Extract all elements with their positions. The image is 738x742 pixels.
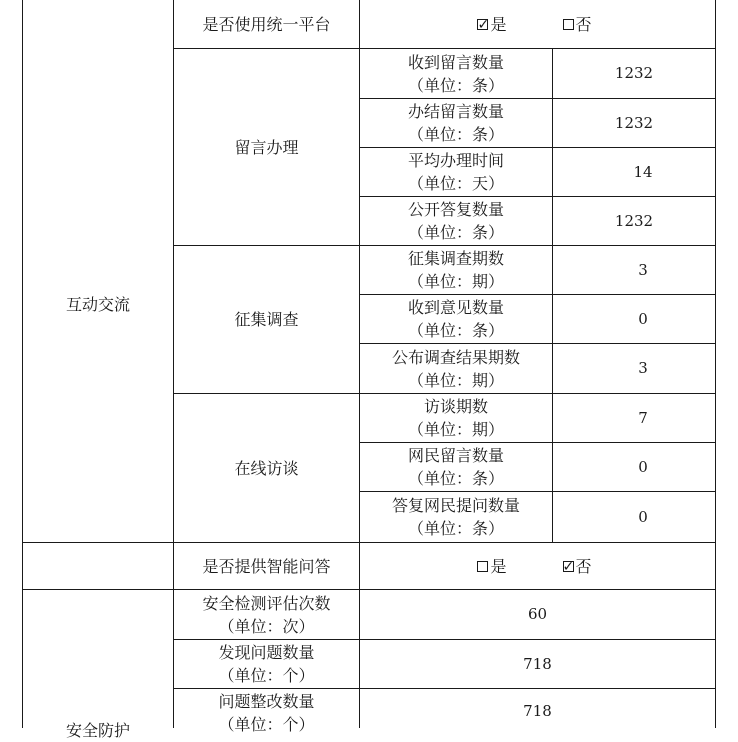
metric-unit: （单位：个） [218, 666, 315, 685]
metric-unit: （单位：个） [218, 715, 315, 734]
metric-name: 收到意见数量 [407, 298, 504, 317]
table-row-name [360, 49, 552, 98]
table-row-name [360, 344, 552, 393]
metric-value: 7 [638, 408, 648, 427]
metric-unit: （单位：条） [407, 223, 504, 242]
metric-name: 安全检测评估次数 [202, 593, 331, 613]
metric-unit: （单位：条） [407, 321, 504, 340]
checked-box-icon [563, 561, 574, 572]
metric-unit: （单位：期） [407, 420, 504, 439]
table-row-name [360, 246, 552, 294]
unified-platform-options [360, 0, 715, 48]
table-row-name [360, 492, 552, 542]
unified-platform-label: 是否使用统一平台 [202, 14, 331, 34]
table-row-name [360, 99, 552, 147]
group-label-interaction: 互动交流 [65, 295, 130, 314]
checked-box-icon [477, 19, 488, 30]
metric-name: 问题整改数量 [218, 692, 315, 711]
metric-unit: （单位：条） [407, 75, 504, 95]
metric-value: 0 [638, 507, 648, 526]
metric-unit: （单位：条） [407, 469, 504, 488]
metric-name: 发现问题数量 [218, 643, 315, 662]
section-label-survey: 征集调查 [234, 310, 299, 329]
metric-value: 14 [633, 162, 653, 181]
section-label-online-interview: 在线访谈 [234, 458, 299, 478]
metric-unit: （单位：期） [407, 272, 504, 291]
smart-qa-no-label: 否 [575, 556, 592, 576]
metric-value: 1232 [614, 64, 654, 82]
metric-name: 征集调查期数 [407, 249, 504, 268]
metric-value: 1232 [614, 211, 654, 230]
unified-platform-no-option [563, 13, 592, 36]
unified-platform-no-label: 否 [575, 14, 592, 34]
unchecked-box-icon [563, 19, 574, 30]
metric-name: 平均办理时间 [407, 151, 504, 170]
metric-value: 3 [638, 359, 648, 377]
metric-name: 收到留言数量 [407, 52, 504, 72]
table-row-name [360, 197, 552, 245]
metric-name: 公布调查结果期数 [391, 347, 520, 367]
metric-name: 办结留言数量 [407, 102, 504, 121]
metric-unit: （单位：天） [407, 174, 504, 193]
metric-unit: （单位：次） [218, 616, 315, 636]
section-label-message-handling: 留言办理 [234, 137, 299, 157]
metric-name: 网民留言数量 [407, 446, 504, 465]
table-row-name [174, 640, 359, 688]
metric-value: 1232 [614, 113, 654, 132]
table-row-name [174, 590, 359, 639]
metric-value: 718 [523, 654, 552, 673]
metric-value: 3 [638, 260, 648, 279]
table-row-name [360, 148, 552, 196]
smart-qa-options [360, 543, 715, 589]
metric-value: 718 [523, 702, 552, 720]
table-row-name [174, 689, 359, 737]
table-row-name [360, 295, 552, 343]
smart-qa-yes-option [477, 555, 506, 578]
smart-qa-label: 是否提供智能问答 [202, 556, 331, 576]
table-row-name [360, 394, 552, 442]
metric-name: 访谈期数 [423, 397, 488, 416]
metric-value: 0 [638, 309, 648, 328]
smart-qa-no-option [563, 555, 592, 578]
metric-value: 60 [527, 605, 548, 623]
metric-unit: （单位：条） [407, 125, 504, 144]
group-label-security: 安全防护 [65, 720, 130, 740]
metric-unit: （单位：期） [407, 370, 504, 390]
metric-unit: （单位：条） [407, 519, 504, 538]
unified-platform-yes-option [477, 13, 506, 36]
unchecked-box-icon [477, 561, 488, 572]
unified-platform-yes-label: 是 [490, 14, 507, 34]
smart-qa-yes-label: 是 [490, 556, 507, 576]
metric-name: 答复网民提问数量 [391, 496, 520, 515]
metric-value: 0 [638, 457, 648, 476]
metric-name: 公开答复数量 [407, 200, 504, 219]
table-row-name [360, 443, 552, 491]
